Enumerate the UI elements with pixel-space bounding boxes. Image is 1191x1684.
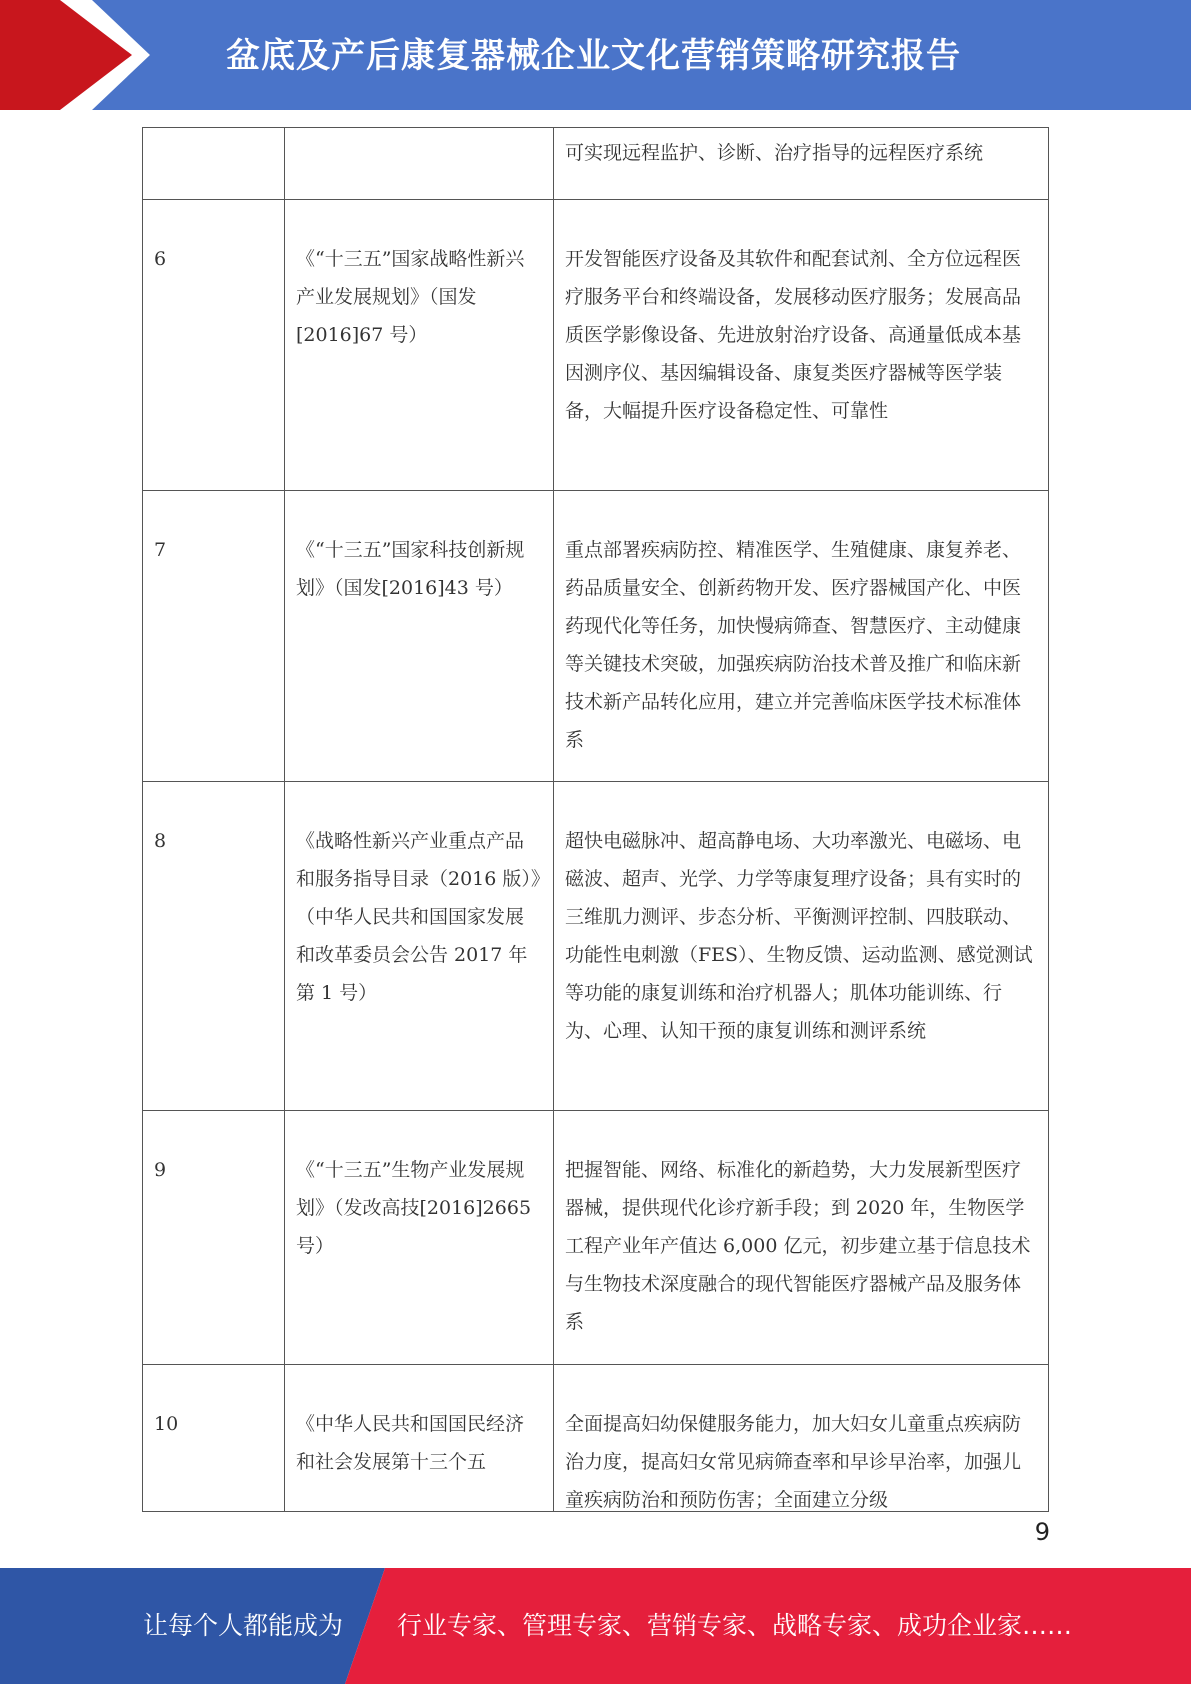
table-row [143,1111,1049,1365]
page-number: 9 [1034,1518,1050,1546]
policy-content: 把握智能、网络、标准化的新趋势，大力发展新型医疗器械，提供现代化诊疗新手段；到 2020 年，生物医学工程产业年产值达 6,000 亿元，初步建立基于信息技术与生物技术深度融合的现代智能医疗器械产品及服务体系 [554,1111,1049,1364]
footer-slogan-right: 行业专家、管理专家、营销专家、战略专家、成功企业家…… [397,1611,1073,1640]
policy-name: 《战略性新兴产业重点产品和服务指导目录（2016 版）》（中华人民共和国国家发展和改革委员会公告 2017 年第 1 号） [285,782,554,1110]
policy-name [285,128,554,199]
page-header [0,0,1191,110]
report-title: 盆底及产后康复器械企业文化营销策略研究报告 [226,36,961,76]
table-row [143,782,1049,1111]
row-number: 9 [143,1111,285,1364]
policy-content: 超快电磁脉冲、超高静电场、大功率激光、电磁场、电磁波、超声、光学、力学等康复理疗设备；具有实时的三维肌力测评、步态分析、平衡测评控制、四肢联动、功能性电刺激（FES）、生物反馈、运动监测、感觉测试等功能的康复训练和治疗机器人；肌体功能训练、行为、心理、认知干预的康复训练和测评系统 [554,782,1049,1110]
row-number: 7 [143,491,285,781]
policy-content: 全面提高妇幼保健服务能力，加大妇女儿童重点疾病防治力度，提高妇女常见病筛查率和早诊早治率，加强儿童疾病防治和预防伤害；全面建立分级 [554,1365,1049,1511]
row-number: 6 [143,200,285,490]
footer-slogan-left: 让每个人都能成为 [143,1611,344,1640]
page-footer [0,1568,1191,1684]
policy-table [142,127,1049,1512]
table-row [143,200,1049,491]
row-number: 8 [143,782,285,1110]
row-number [143,128,285,199]
policy-content: 重点部署疾病防控、精准医学、生殖健康、康复养老、药品质量安全、创新药物开发、医疗器械国产化、中医药现代化等任务，加快慢病筛查、智慧医疗、主动健康等关键技术突破，加强疾病防治技术普及推广和临床新技术新产品转化应用，建立并完善临床医学技术标准体系 [554,491,1049,781]
table-row [143,491,1049,782]
policy-name: 《中华人民共和国国民经济和社会发展第十三个五 [285,1365,554,1511]
policy-content: 可实现远程监护、诊断、治疗指导的远程医疗系统 [554,128,1049,199]
table-row [143,1365,1049,1512]
policy-content: 开发智能医疗设备及其软件和配套试剂、全方位远程医疗服务平台和终端设备，发展移动医疗服务；发展高品质医学影像设备、先进放射治疗设备、高通量低成本基因测序仪、基因编辑设备、康复类医疗器械等医学装备，大幅提升医疗设备稳定性、可靠性 [554,200,1049,490]
policy-name: 《“十三五”国家战略性新兴产业发展规划》（国发[2016]67 号） [285,200,554,490]
row-number: 10 [143,1365,285,1511]
policy-name: 《“十三五”生物产业发展规划》（发改高技[2016]2665 号） [285,1111,554,1364]
policy-name: 《“十三五”国家科技创新规划》（国发[2016]43 号） [285,491,554,781]
table-row [143,128,1049,200]
